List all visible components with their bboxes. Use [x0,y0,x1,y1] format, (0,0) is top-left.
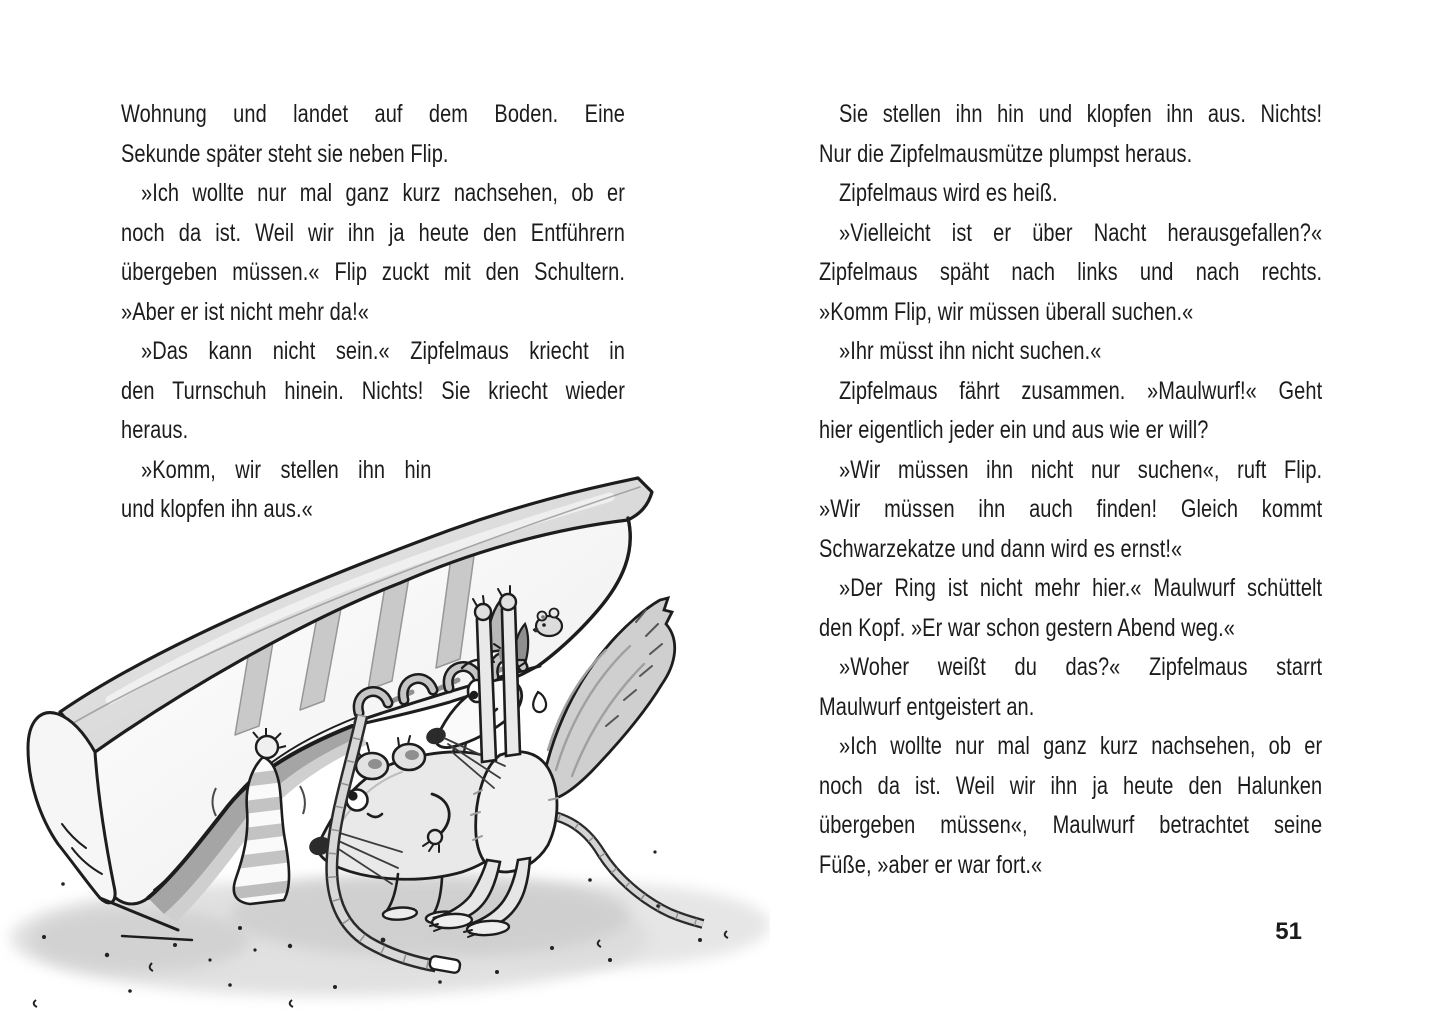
page-number: 51 [1275,918,1302,945]
text-line: Zipfelmaus wird es heiß. [839,179,1058,207]
text-line: Nur die Zipfelmausmütze plumpst heraus. [819,139,1193,168]
right-page-text [819,95,1322,885]
text-line: den Turnschuh hinein. Nichts! Sie kriecht wieder [121,376,625,405]
text-line: »Komm, wir stellen ihn hin [141,455,432,484]
text-line: »Wir müssen ihn auch finden! Gleich kommt [819,495,1323,523]
text-line: »Aber er ist nicht mehr da!« [121,297,369,326]
text-line: »Woher weißt du das?« Zipfelmaus starrt [839,653,1323,681]
text-line: Sekunde später steht sie neben Flip. [121,139,449,168]
text-line: »Ich wollte nur mal ganz kurz nachsehen, ob er [141,179,625,207]
text-line: noch da ist. Weil wir ihn ja heute den Entführern [121,218,625,247]
text-line: und klopfen ihn aus.« [121,495,313,523]
text-line: übergeben müssen«, Maulwurf betrachtet seine [819,811,1323,839]
text-line: Füße, »aber er war fort.« [819,850,1043,879]
text-line: hier eigentlich jeder ein und aus wie er will? [819,416,1209,444]
text-line: »Ich wollte nur mal ganz kurz nachsehen, ob er [839,732,1323,760]
text-line: »Das kann nicht sein.« Zipfelmaus kriecht in [141,337,625,365]
text-line: übergeben müssen.« Flip zuckt mit den Schultern. [121,258,625,286]
text-line: den Kopf. »Er war schon gestern Abend weg.« [819,613,1235,642]
text-line: »Der Ring ist nicht mehr hier.« Maulwurf schüttelt [839,574,1323,602]
text-line: »Ihr müsst ihn nicht suchen.« [839,337,1102,365]
text-line: »Komm Flip, wir müssen überall suchen.« [819,297,1194,326]
text-line: Schwarzekatze und dann wird es ernst!« [819,534,1183,563]
left-page-text [121,95,625,530]
text-line: Sie stellen ihn hin und klopfen ihn aus. Nichts! [839,100,1323,128]
text-line: »Vielleicht ist er über Nacht herausgefallen?« [839,218,1323,247]
text-line: Wohnung und landet auf dem Boden. Eine [121,100,625,128]
text-line: heraus. [121,416,189,444]
sneaker [28,478,652,940]
text-line: noch da ist. Weil wir ihn ja heute den Halunken [819,771,1323,800]
text-line: Maulwurf entgeistert an. [819,692,1035,721]
text-line: Zipfelmaus fährt zusammen. »Maulwurf!« Geht [839,376,1323,405]
text-line: Zipfelmaus späht nach links und nach rechts. [819,258,1323,286]
text-line: »Wir müssen ihn nicht nur suchen«, ruft Flip. [839,455,1323,484]
